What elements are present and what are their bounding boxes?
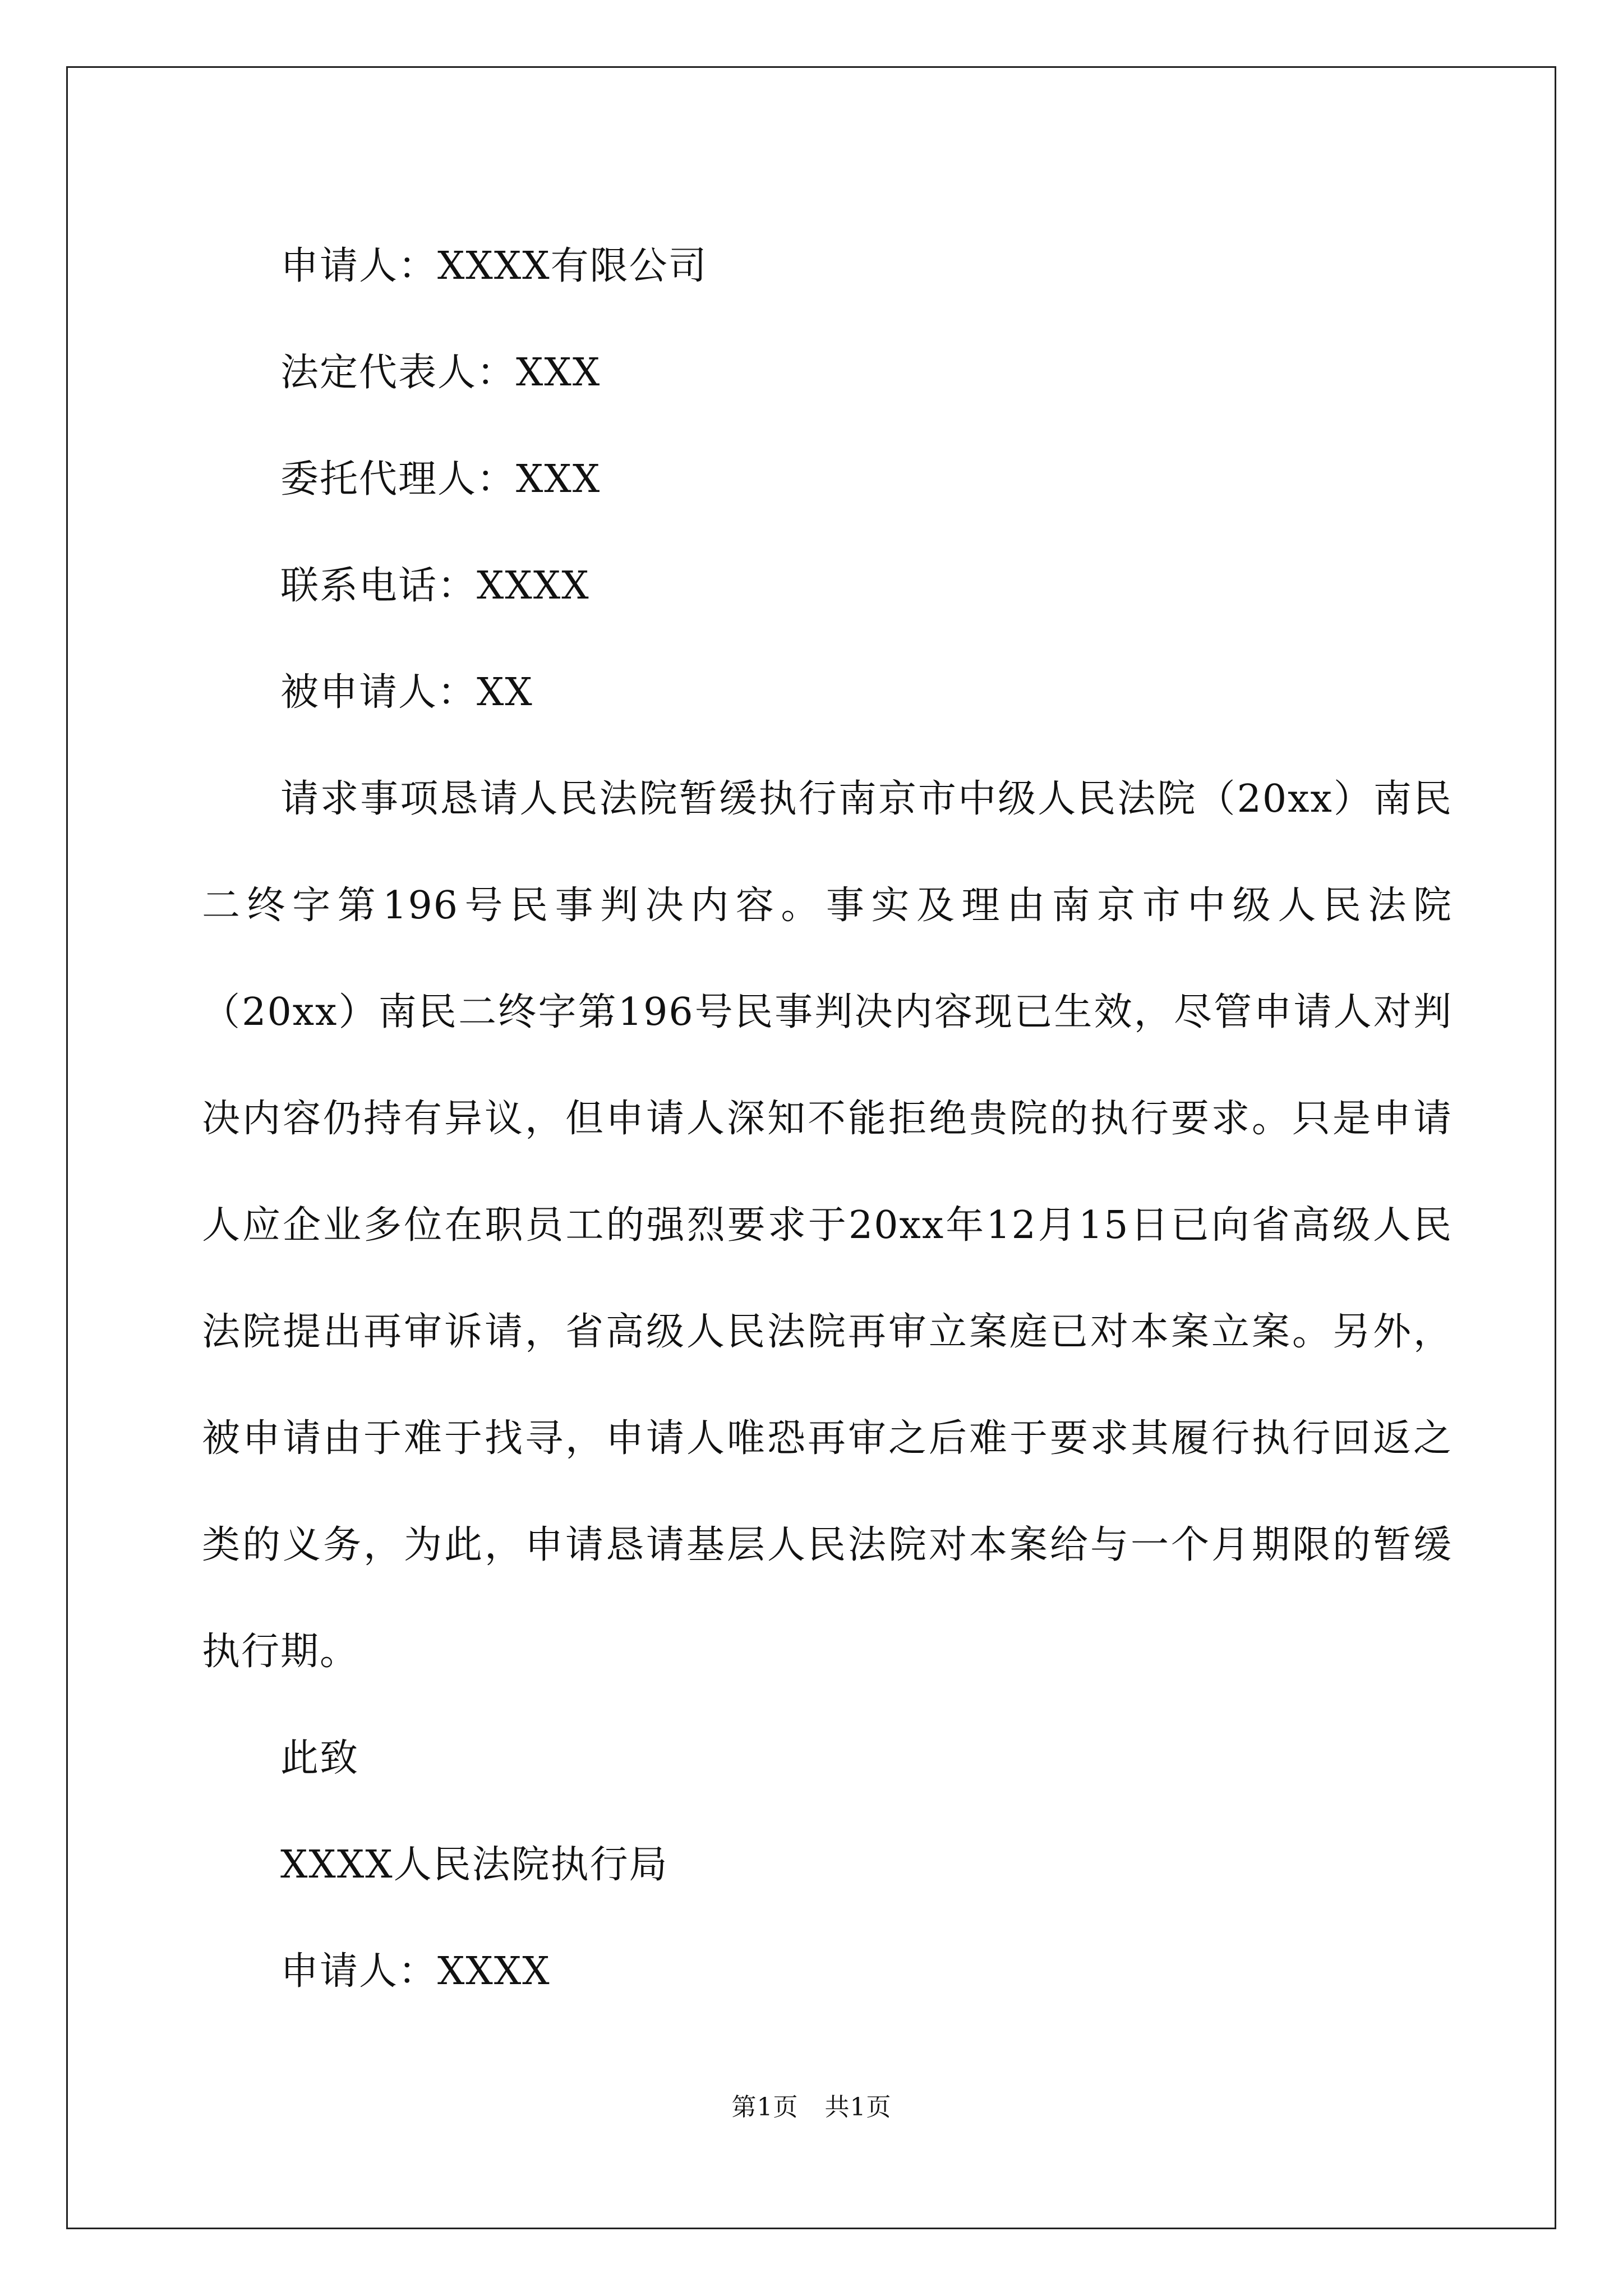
closing-line: 此致 [280,1736,359,1780]
request-paragraph: 请求事项恳请人民法院暂缓执行南京市中级人民法院（20xx）南民二终字第196号民事判决内容。事实及理由南京市中级人民法院（20xx）南民二终字第196号民事判决内容现已生效，尽管申请人对判决内容仍持有异议，但申请人深知不能拒绝贵院的执行要求。只是申请人应企业多位在职员工的强烈要求于20xx年12月15日已向省高级人民法院提出再审诉请，省高级人民法院再审立案庭已对本案立案。另外，被申请由于难于找寻，申请人唯恐再审之后难于要求其履行执行回返之类的义务，为此，申请恳请基层人民法院对本案给与一个月期限的暂缓执行期。 [202,777,1453,1674]
contact-phone-line: 联系电话：XXXX [280,564,590,608]
page-current-number: 第1页 [731,2093,799,2122]
page-total-count: 共1页 [824,2093,892,2122]
respondent-line: 被申请人：XX [280,670,533,715]
legal-representative-line: 法定代表人：XXX [280,351,601,395]
applicant-line: 申请人：XXXX有限公司 [280,244,708,288]
document-body [202,213,1453,2025]
recipient-line: XXXX人民法院执行局 [280,1843,668,1887]
signature-line: 申请人：XXXX [280,1949,551,1994]
entrusted-agent-line: 委托代理人：XXX [280,457,601,501]
page-footer [0,2087,1623,2123]
